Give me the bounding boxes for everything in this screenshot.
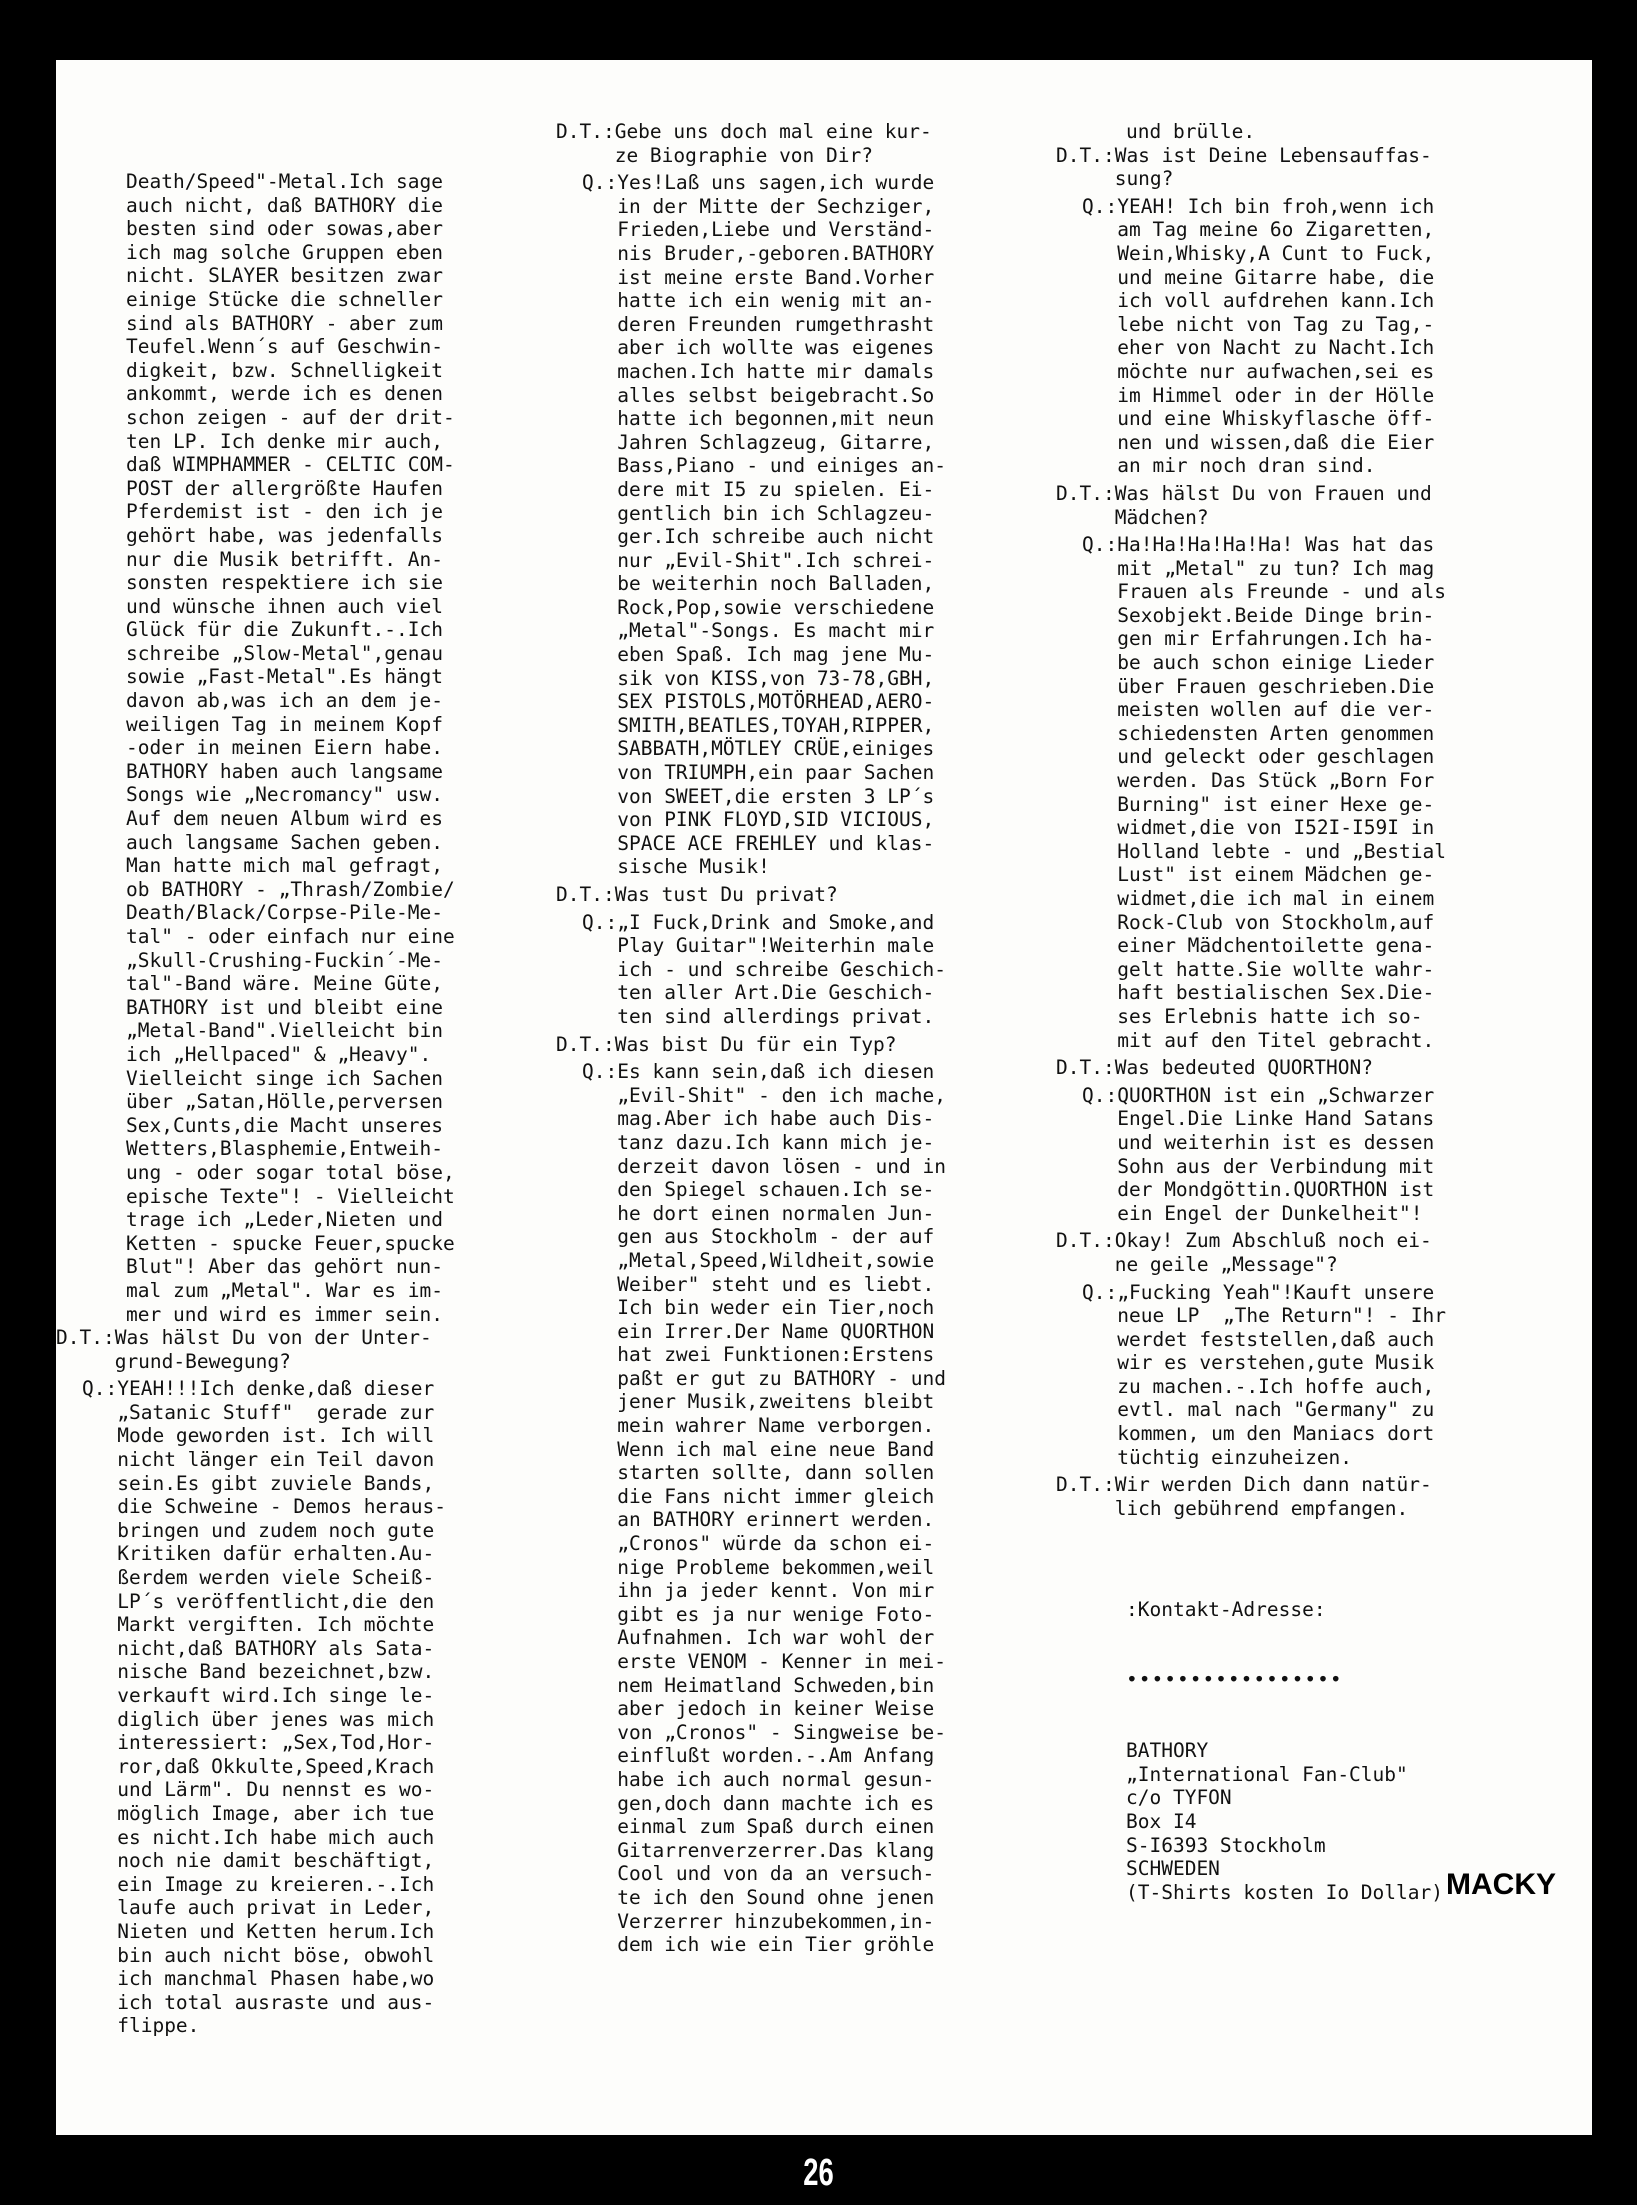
speaker-label: D.T.: (556, 1032, 615, 1056)
entry-text: YEAH! Ich bin froh,wenn ich am Tag meine 6o Zigaretten, Wein,Whisky,A Cunt to Fuck, und meine Gitarre habe, die ich voll aufdrehen kann.Ich lebe nicht von Tag zu Tag,- eher von Nacht zu Nacht.Ich möchte nur aufwachen,sei es im Himmel oder in der Hölle und eine Whiskyflasche öff- nen und wissen,daß die Eier an mir noch dran sind. (1117, 194, 1435, 478)
contact-dots-divider: ••••••••••••••••• (1126, 1668, 1343, 1692)
interview-entry (1056, 1473, 1576, 1520)
interview-entry (1056, 144, 1576, 191)
speaker-label: D.T.: (1056, 481, 1115, 505)
speaker-label: D.T.: (56, 1326, 115, 1350)
interview-entry (556, 171, 1056, 879)
entry-text: Ha!Ha!Ha!Ha!Ha! Was hat das mit „Metal" zu tun? Ich mag Frauen als Freunde - und als Sexobjekt.Beide Dinge brin- gen mir Erfahrungen.Ich ha- be auch schon einige Lieder über Frauen geschrieben.Die meisten wollen auf die ver- schiedensten Arten genommen und geleckt oder geschlagen werden. Das Stück „Born For Burning" ist einer Hexe ge- widmet,die von I52I-I59I in Holland lebte - und „Bestial Lust" ist einem Mädchen ge- widmet,die ich mal in einem Rock-Club von Stockholm,auf einer Mädchentoilette gena- gelt hatte.Sie wollte wahr- haft bestialischen Sex.Die- ses Erlebnis hatte ich so- mit auf den Titel gebracht. (1117, 533, 1446, 1052)
speaker-label: D.T.: (1056, 1056, 1115, 1080)
speaker-label: D.T.: (1056, 1229, 1115, 1253)
magazine-page (56, 60, 1592, 2135)
speaker-label: Q.: (1082, 533, 1118, 557)
interview-entry (556, 120, 1056, 167)
interview-entry (1056, 533, 1576, 1052)
entry-text: Was tust Du privat? (614, 883, 838, 906)
interview-entry (1056, 1229, 1576, 1276)
speaker-label: Q.: (582, 171, 618, 195)
interview-entry (1056, 482, 1576, 529)
author-signature: MACKY (1446, 1868, 1556, 1901)
entry-text: Gebe uns doch mal eine kur- ze Biographie von Dir? (614, 120, 932, 167)
interview-entry (1056, 195, 1576, 478)
interview-entry (1056, 1281, 1576, 1470)
speaker-label: Q.: (1082, 1083, 1118, 1107)
speaker-label: Q.: (1082, 194, 1118, 218)
entry-text: Was hälst Du von der Unter- grund-Bewegung? (114, 1326, 432, 1373)
entry-text: „I Fuck,Drink and Smoke,and Play Guitar"!Weiterhin male ich - und schreibe Geschich- ten aller Art.Die Geschich- ten sind allerdings privat. (617, 910, 946, 1028)
speaker-label: Q.: (582, 910, 618, 934)
interview-entry (556, 911, 1056, 1029)
speaker-label: Q.: (582, 1060, 618, 1084)
interview-entry (1056, 1056, 1576, 1080)
interview-entry (556, 883, 1056, 907)
interview-entry (56, 1326, 526, 1373)
entry-text: Okay! Zum Abschluß noch ei- ne geile „Message"? (1114, 1229, 1432, 1276)
speaker-label: D.T.: (1056, 143, 1115, 167)
interview-entry (556, 1060, 1056, 1957)
speaker-label: D.T.: (556, 120, 615, 143)
speaker-label: D.T.: (1056, 1473, 1115, 1497)
column-2 (556, 120, 1056, 1961)
column-1 (56, 170, 526, 2042)
speaker-label: Q.: (1082, 1280, 1118, 1304)
entry-text: Yes!Laß uns sagen,ich wurde in der Mitte der Sechziger, Frieden,Liebe und Verständ- nis Bruder,-geboren.BATHORY ist meine erste Band.Vorher hatte ich ein wenig mit an- deren Freunden rumgethrasht aber ich wollte was eigenes machen.Ich hatte mir damals alles selbst beigebracht.So hatte ich begonnen,mit neun Jahren Schlagzeug, Gitarre, Bass,Piano - und einiges an- dere mit I5 zu spielen. Ei- gentlich bin ich Schlagzeu- ger.Ich schreibe auch nicht nur „Evil-Shit".Ich schrei- be weiterhin noch Balladen, Rock,Pop,sowie verschiedene „Metal"-Songs. Es macht mir eben Spaß. Ich mag jene Mu- sik von KISS,von 73-78,GBH, SEX PISTOLS,MOTÖRHEAD,AERO- SMITH,BEATLES,TOYAH,RIPPER, SABBATH,MÖTLEY CRÜE,einiges von TRIUMPH,ein paar Sachen von SWEET,die ersten 3 LP´s von PINK FLOYD,SID VICIOUS, SPACE ACE FREHLEY und klas- sische Musik! (617, 171, 946, 879)
page-number: 26 (803, 2152, 834, 2194)
entry-text: Was bedeuted QUORTHON? (1114, 1056, 1373, 1080)
column-3 (1056, 120, 1576, 1952)
entry-text: Was bist Du für ein Typ? (614, 1032, 897, 1056)
interview-entry (556, 1033, 1056, 1057)
column-3-intro-text: und brülle. (1126, 120, 1256, 143)
entry-text: Wir werden Dich dann natür- lich gebührend empfangen. (1114, 1473, 1432, 1520)
interview-entry (1056, 1084, 1576, 1226)
entry-text: Es kann sein,daß ich diesen „Evil-Shit" - den ich mache, mag.Aber ich habe auch Dis- tanz dazu.Ich kann mich je- derzeit davon lösen - und in den Spiegel schauen.Ich se- he dort einen normalen Jun- gen aus Stockholm - der auf „Metal,Speed,Wildheit,sowie Weiber" steht und es liebt. Ich bin weder ein Tier,noch ein Irrer.Der Name QUORTHON hat zwei Funktionen:Erstens paßt er gut zu BATHORY - und jener Musik,zweitens bleibt mein wahrer Name verborgen. Wenn ich mal eine neue Band starten sollte, dann sollen die Fans nicht immer gleich an BATHORY erinnert werden. „Cronos" würde da schon ei- nige Probleme bekommen,weil ihn ja jeder kennt. Von mir gibt es ja nur wenige Foto- Aufnahmen. Ich war wohl der erste VENOM - Kenner in mei- nem Heimatland Schweden,bin aber jedoch in keiner Weise von „Cronos" - Singweise be- einflußt worden.-.Am Anfang habe ich auch normal gesun- gen,doch dann machte ich es einmal zum Spaß durch einen Gitarrenverzerrer.Das klang Cool und von da an versuch- te ich den Sound ohne jenen Verzerrer hinzubekommen,in- dem ich wie ein Tier gröhle (617, 1060, 946, 1957)
entry-text: YEAH!!!Ich denke,daß dieser „Satanic Stuff" gerade zur Mode geworden ist. Ich will nicht länger ein Teil davon sein.Es gibt zuviele Bands, die Schweine - Demos heraus- bringen und zudem noch gute Kritiken dafür erhalten.Au- ßerdem werden viele Scheiß- LP´s veröffentlicht,die den Markt vergiften. Ich möchte nicht,daß BATHORY als Sata- nische Band bezeichnet,bzw. verkauft wird.Ich singe le- diglich über jenes was mich interessiert: „Sex,Tod,Hor- ror,daß Okkulte,Speed,Krach und Lärm". Du nennst es wo- möglich Image, aber ich tue es nicht.Ich habe mich auch noch nie damit beschäftigt, ein Image zu kreieren.-.Ich laufe auch privat in Leder, Nieten und Ketten herum.Ich bin auch nicht böse, obwohl ich manchmal Phasen habe,wo ich total ausraste und aus- flippe. (117, 1377, 446, 2038)
contact-address: BATHORY „International Fan-Club" c/o TYFON Box I4 S-I6393 Stockholm SCHWEDEN (T-Shirts kosten Io Dollar) (1126, 1739, 1443, 1904)
speaker-label: D.T.: (556, 883, 615, 906)
interview-entry (56, 1377, 526, 2038)
entry-text: Was hälst Du von Frauen und Mädchen? (1114, 481, 1432, 529)
speaker-label: Q.: (82, 1377, 118, 1401)
contact-heading: :Kontakt-Adresse: (1126, 1597, 1326, 1621)
column-1-intro-text: Death/Speed"-Metal.Ich sage auch nicht, daß BATHORY die besten sind oder sowas,aber ich mag solche Gruppen eben nicht. SLAYER besitzen zwar einige Stücke die schneller sind als BATHORY - aber zum Teufel.Wenn´s auf Geschwin- digkeit, bzw. Schnelligkeit ankommt, werde ich es denen schon zeigen - auf der drit- ten LP. Ich denke mir auch, daß WIMPHAMMER - CELTIC COM- POST der allergrößte Haufen Pferdemist ist - den ich je gehört habe, was jedenfalls nur die Musik betrifft. An- sonsten respektiere ich sie und wünsche ihnen auch viel Glück für die Zukunft.-.Ich schreibe „Slow-Metal",genau sowie „Fast-Metal".Es hängt davon ab,was ich an dem je- weiligen Tag in meinem Kopf -oder in meinen Eiern habe. BATHORY haben auch langsame Songs wie „Necromancy" usw. Auf dem neuen Album wird es auch langsame Sachen geben. Man hatte mich mal gefragt, ob BATHORY - „Thrash/Zombie/ Death/Black/Corpse-Pile-Me- tal" - oder einfach nur eine „Skull-Crushing-Fuckin´-Me- tal"-Band wäre. Meine Güte, BATHORY ist und bleibt eine „Metal-Band".Vielleicht bin ich „Hellpaced" & „Heavy". Vielleicht singe ich Sachen über „Satan,Hölle,perversen Sex,Cunts,die Macht unseres Wetters,Blasphemie,Entweih- ung - oder sogar total böse, epische Texte"! - Vielleicht trage ich „Leder,Nieten und Ketten - spucke Feuer,spucke Blut"! Aber das gehört nun- mal zum „Metal". War es im- mer und wird es immer sein. (126, 170, 455, 1326)
entry-text: „Fucking Yeah"!Kauft unsere neue LP „The Return"! - Ihr werdet feststellen,daß auch wir es verstehen,gute Musik zu machen.-.Ich hoffe auch, evtl. mal nach "Germany" zu kommen, um den Maniacs dort tüchtig einzuheizen. (1117, 1280, 1446, 1469)
entry-text: QUORTHON ist ein „Schwarzer Engel.Die Linke Hand Satans und weiterhin ist es dessen Sohn aus der Verbindung mit der Mondgöttin.QUORTHON ist ein Engel der Dunkelheit"! (1117, 1083, 1435, 1225)
entry-text: Was ist Deine Lebensauffas- sung? (1114, 143, 1432, 191)
